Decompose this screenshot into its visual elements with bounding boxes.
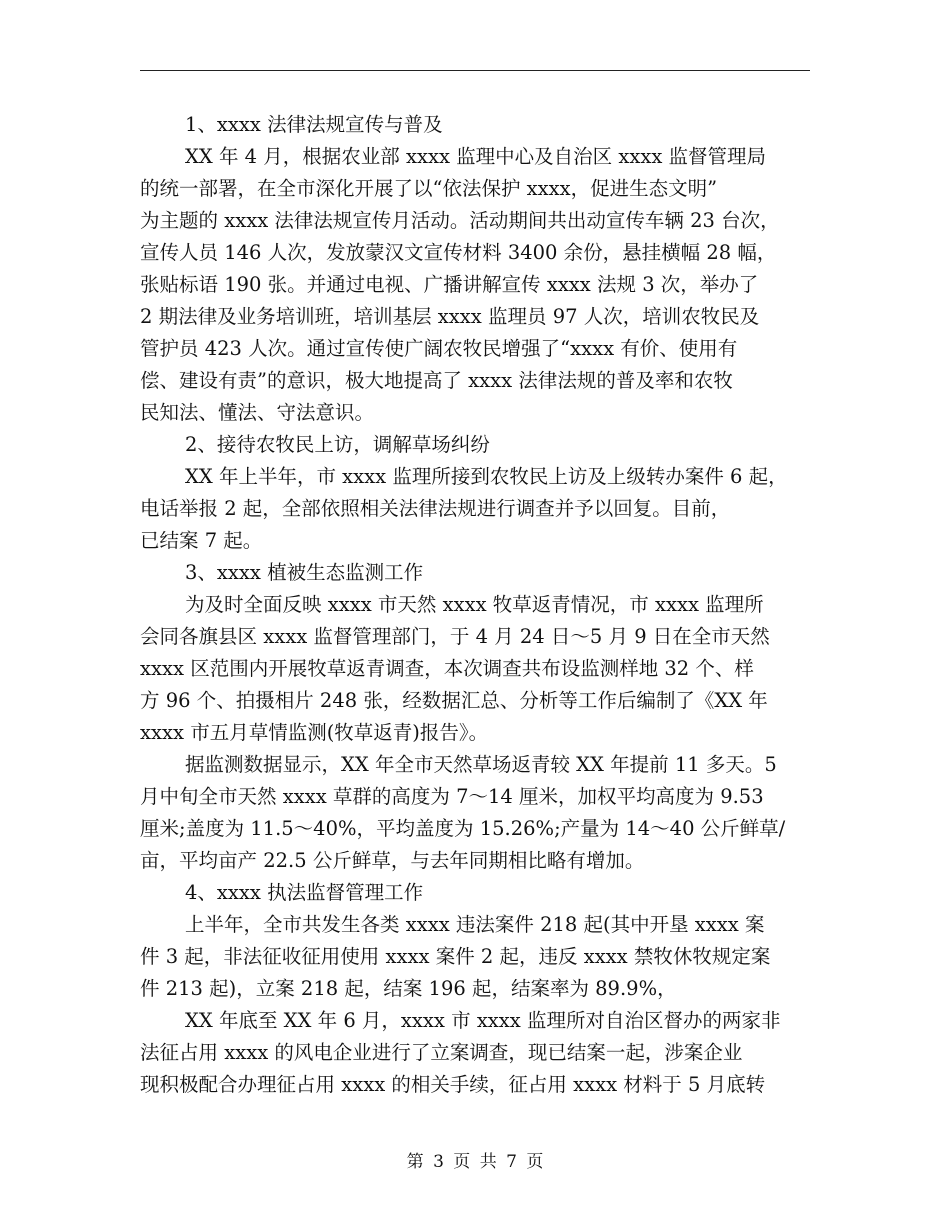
text-line: 件 3 起，非法征收征用使用 xxxx 案件 2 起，违反 xxxx 禁牧休牧规定案 [140,945,771,968]
text-line: 厘米;盖度为 11.5～40%，平均盖度为 15.26%;产量为 14～40 公斤鲜草/ [140,817,786,840]
text-line: 1、xxxx 法律法规宣传与普及 [185,113,443,136]
paragraph [140,749,812,877]
text-line: 为主题的 xxxx 法律法规宣传月活动。活动期间共出动宣传车辆 23 台次， [140,209,780,232]
text-line: XX 年底至 XX 年 6 月，xxxx 市 xxxx 监理所对自治区督办的两家非 [185,1009,781,1032]
document-body [140,109,812,1101]
paragraph [140,461,812,557]
text-line: 亩，平均亩产 22.5 公斤鲜草，与去年同期相比略有增加。 [140,849,645,872]
text-line: XX 年 4 月，根据农业部 xxxx 监理中心及自治区 xxxx 监督管理局 [185,145,767,168]
text-line: 件 213 起)，立案 218 起，结案 196 起，结案率为 89.9%， [140,977,677,1000]
text-line: 偿、建设有责”的意识，极大地提高了 xxxx 法律法规的普及率和农牧 [140,369,733,392]
text-line: 电话举报 2 起，全部依照相关法律法规进行调查并予以回复。目前， [140,497,731,520]
text-line: 2 期法律及业务培训班，培训基层 xxxx 监理员 97 人次，培训农牧民及 [140,305,760,328]
text-line: 张贴标语 190 张。并通过电视、广播讲解宣传 xxxx 法规 3 次，举办了 [140,273,759,296]
text-line: 为及时全面反映 xxxx 市天然 xxxx 牧草返青情况，市 xxxx 监理所 [185,593,764,616]
text-line: 管护员 423 人次。通过宣传使广阔农牧民增强了“xxxx 有价、使用有 [140,337,738,360]
header-rule [140,70,810,71]
section-heading [140,429,812,461]
section-heading [140,557,812,589]
text-line: 3、xxxx 植被生态监测工作 [185,561,424,584]
section-heading [140,109,812,141]
text-line: 民知法、懂法、守法意识。 [140,401,375,424]
page-number-footer: 第 3 页 共 7 页 [406,1152,544,1172]
text-line: 已结案 7 起。 [140,529,263,552]
text-line: 2、接待农牧民上访，调解草场纠纷 [185,433,490,456]
text-line: 月中旬全市天然 xxxx 草群的高度为 7～14 厘米，加权平均高度为 9.53 [140,785,764,808]
paragraph [140,589,812,749]
paragraph [140,1005,812,1101]
text-line: 会同各旗县区 xxxx 监督管理部门，于 4 月 24 日～5 月 9 日在全市天然 [140,625,770,648]
text-line: xxxx 区范围内开展牧草返青调查，本次调查共布设监测样地 32 个、样 [140,657,754,680]
text-line: 上半年，全市共发生各类 xxxx 违法案件 218 起(其中开垦 xxxx 案 [185,913,765,936]
paragraph [140,909,812,1005]
text-line: 现积极配合办理征占用 xxxx 的相关手续，征占用 xxxx 材料于 5 月底转 [140,1073,766,1096]
text-line: 宣传人员 146 人次，发放蒙汉文宣传材料 3400 余份，悬挂横幅 28 幅， [140,241,777,264]
text-line: XX 年上半年，市 xxxx 监理所接到农牧民上访及上级转办案件 6 起， [185,465,788,488]
paragraph [140,141,812,429]
text-line: 据监测数据显示，XX 年全市天然草场返青较 XX 年提前 11 多天。5 [185,753,777,776]
text-line: 4、xxxx 执法监督管理工作 [185,881,424,904]
text-line: 的统一部署，在全市深化开展了以“依法保护 xxxx，促进生态文明” [140,177,718,200]
text-line: xxxx 市五月草情监测(牧草返青)报告》。 [140,721,489,744]
section-heading [140,877,812,909]
text-line: 方 96 个、拍摄相片 248 张，经数据汇总、分析等工作后编制了《XX 年 [140,689,768,712]
text-line: 法征占用 xxxx 的风电企业进行了立案调查，现已结案一起，涉案企业 [140,1041,743,1064]
